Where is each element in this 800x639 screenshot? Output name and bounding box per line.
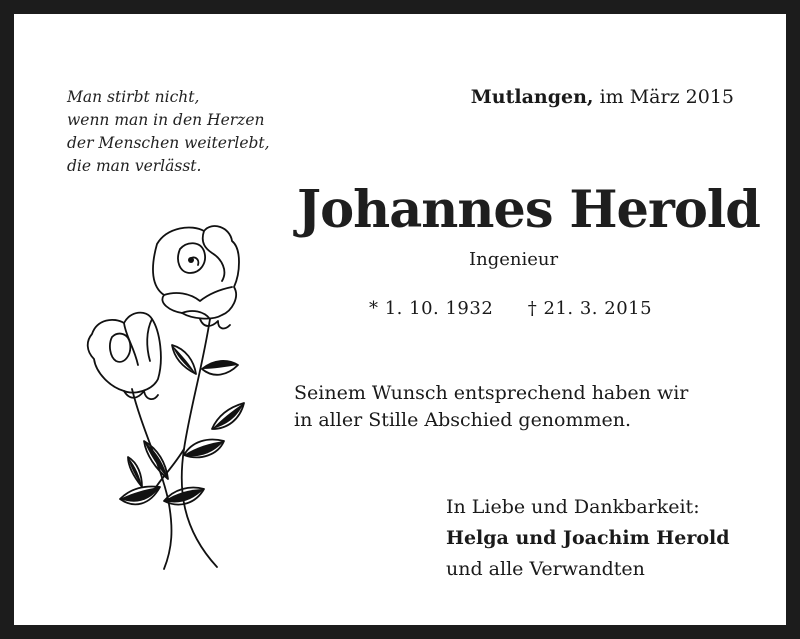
- relatives-line: und alle Verwandten: [446, 558, 645, 580]
- place-and-date: [471, 86, 734, 108]
- memorial-quote: [67, 86, 270, 178]
- closing-signature: [446, 492, 730, 585]
- quote-line: Man stirbt nicht,: [67, 88, 200, 106]
- quote-line: die man verlässt.: [67, 157, 202, 175]
- family-names: Helga und Joachim Herold: [446, 527, 730, 549]
- farewell-message: [294, 380, 688, 434]
- quote-line: wenn man in den Herzen: [67, 111, 265, 129]
- closing-intro: In Liebe und Dankbarkeit:: [446, 496, 700, 518]
- deceased-name: Johannes Herold: [297, 180, 760, 240]
- announcement-date: im März 2015: [599, 86, 734, 108]
- roses-illustration-icon: [72, 219, 252, 579]
- birth-date: 1. 10. 1932: [384, 298, 494, 319]
- death-date: 21. 3. 2015: [543, 298, 653, 319]
- death-symbol: †: [527, 298, 538, 319]
- birth-symbol: *: [369, 298, 379, 319]
- town-name: Mutlangen,: [470, 86, 594, 108]
- message-line: Seinem Wunsch entsprechend haben wir: [294, 382, 689, 404]
- life-dates: [369, 298, 652, 319]
- deceased-title: Ingenieur: [469, 249, 559, 270]
- message-line: in aller Stille Abschied genommen.: [294, 409, 632, 431]
- quote-line: der Menschen weiterlebt,: [67, 134, 270, 152]
